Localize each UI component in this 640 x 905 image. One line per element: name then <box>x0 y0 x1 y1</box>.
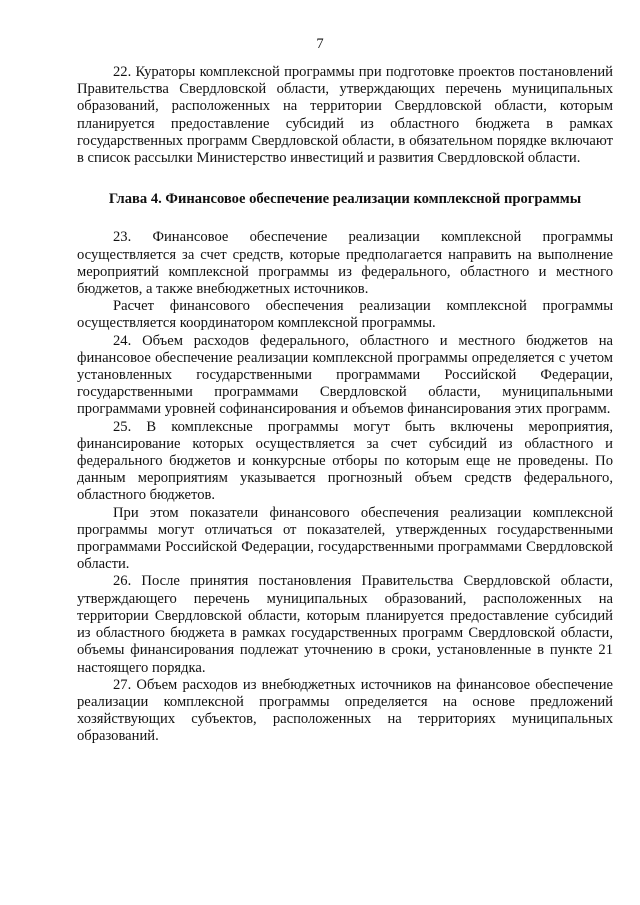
paragraph-26: 26. После принятия постановления Правительства Свердловской области, утверждающего перечень муниципальных образований, расположенных на территории Свердловской области, которым планируется предоставление субсидий из областного бюджета в рамках государственных программ Свердловской области, объемы финансирования подлежат уточнению в сроки, установленные в пункте 21 настоящего порядка. <box>77 573 613 676</box>
paragraph-22: 22. Кураторы комплексной программы при подготовке проектов постановлений Правительства Свердловской области, утверждающих перечень муниципальных образований, расположенных на территории Свердловской области, которым планируется предоставление субсидий из областного бюджета в рамках государственных программ Свердловской области, в обязательном порядке включают в список рассылки Министерство инвестиций и развития Свердловской области. <box>77 64 613 167</box>
paragraph-24: 24. Объем расходов федерального, областного и местного бюджетов на финансовое обеспечение реализации комплексной программы определяется с учетом установленных государственными программами Российской Федерации, государственными программами Свердловской области, муниципальными программами уровней софинансирования и объемов финансирования этих программ. <box>77 332 613 418</box>
page-number: 7 <box>316 36 324 52</box>
paragraph-23-calculation: Расчет финансового обеспечения реализации комплексной программы осуществляется координатором комплексной программы. <box>77 298 613 332</box>
paragraph-23: 23. Финансовое обеспечение реализации комплексной программы осуществляется за счет средств, которые предполагается направить на выполнение мероприятий комплексной программы из федерального, областного и местного бюджетов, а также внебюджетных источников. <box>77 229 613 298</box>
paragraph-27: 27. Объем расходов из внебюджетных источников на финансовое обеспечение реализации комплексной программы определяется на основе предложений хозяйствующих субъектов, расположенных на территориях муниципальных образований. <box>77 676 613 745</box>
document-body <box>77 64 613 746</box>
paragraph-25-note: При этом показатели финансового обеспечения реализации комплексной программы могут отличаться от показателей, утвержденных государственными программами Российской Федерации, государственными программами Свердловской области. <box>77 504 613 573</box>
chapter-title: Глава 4. Финансовое обеспечение реализации комплексной программы <box>108 191 582 208</box>
paragraph-25: 25. В комплексные программы могут быть включены мероприятия, финансирование которых осуществляется за счет субсидий из областного и федерального бюджетов и конкурсные отборы по которым еще не проведены. По данным мероприятиям указывается прогнозный объем средств федерального, областного бюджетов. <box>77 418 613 504</box>
